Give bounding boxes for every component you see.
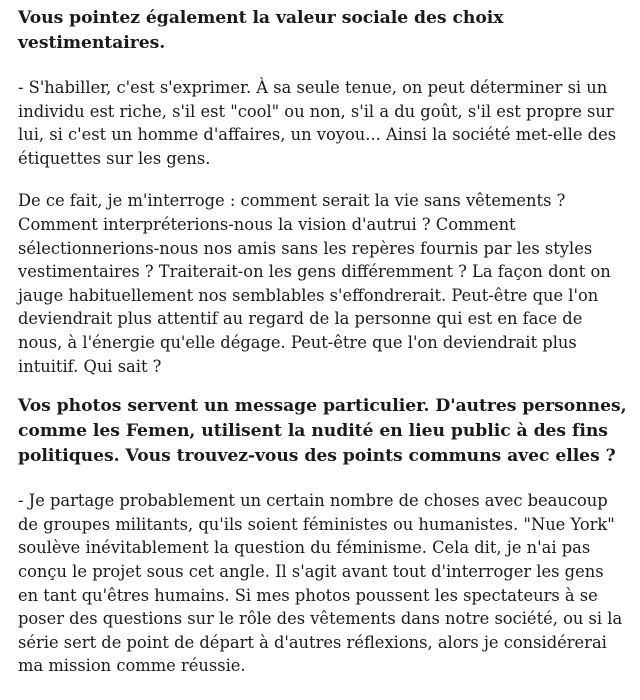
interview-question-2: Vos photos servent un message particulier. D'autres personnes, comme les Femen, utilisent la nudité en lieu public à des fins politiques. Vous trouvez-vous des points communs avec elles ?: [18, 396, 627, 467]
interview-article: [18, 6, 628, 678]
interview-answer-1-paragraph-2: De ce fait, je m'interroge : comment serait la vie sans vêtements ? Comment interpréterions-nous la vision d'autrui ? Comment sélectionnerions-nous nos amis sans les repères fournis par les styles vestimentaires ? Traiterait-on les gens différemment ? La façon dont on jauge habituellement nos semblables s'effondrerait. Peut-être que l'on deviendrait plus attentif au regard de la personne qui est en face de nous, à l'énergie qu'elle dégage. Peut-être que l'on deviendrait plus intuitif. Qui sait ?: [18, 191, 611, 376]
interview-answer-1-paragraph-1: - S'habiller, c'est s'exprimer. À sa seule tenue, on peut déterminer si un individu est riche, s'il est "cool" ou non, s'il a du goût, s'il est propre sur lui, si c'est un homme d'affaires, un voyou... Ainsi la société met-elle des étiquettes sur les gens.: [18, 78, 617, 168]
interview-answer-2-paragraph-1: - Je partage probablement un certain nombre de choses avec beaucoup de groupes militants, qu'ils soient féministes ou humanistes. "Nue York" soulève inévitablement la question du féminisme. Cela dit, je n'ai pas conçu le projet sous cet angle. Il s'agit avant tout d'interroger les gens en tant qu'êtres humains. Si mes photos poussent les spectateurs à se poser des questions sur le rôle des vêtements dans notre société, ou si la série sert de point de départ à d'autres réflexions, alors je considérerai ma mission comme réussie.: [18, 491, 623, 676]
interview-question-1: Vous pointez également la valeur sociale des choix vestimentaires.: [18, 8, 504, 53]
